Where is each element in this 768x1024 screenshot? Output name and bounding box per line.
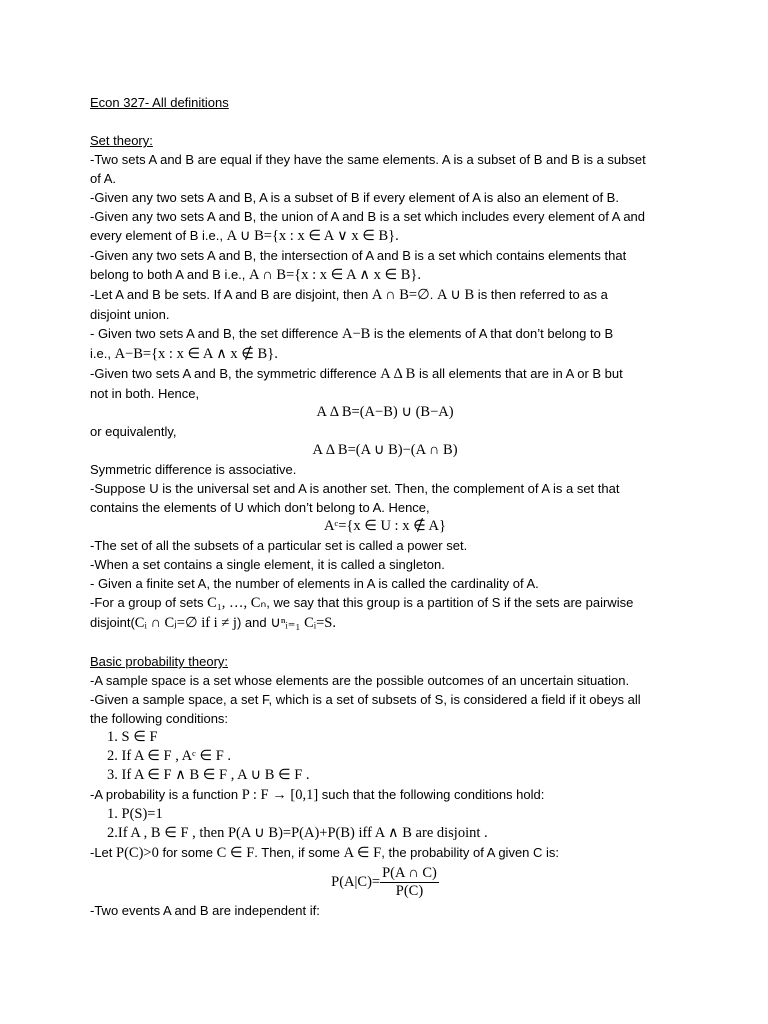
- text: . Then, if some: [254, 845, 344, 860]
- text-line: -When a set contains a single element, it is called a singleton.: [90, 557, 445, 572]
- text: , we say that this group is a partition of S if the sets are pairwise: [266, 595, 634, 610]
- equation-conditional-probability: [90, 863, 680, 901]
- text: i.e.,: [90, 346, 115, 361]
- text-line: [90, 613, 680, 633]
- fraction-numerator: P(A ∩ C): [382, 864, 437, 881]
- fraction: [380, 865, 439, 900]
- math-c-in-f: C ∈ F: [216, 845, 255, 861]
- text: .: [429, 287, 437, 302]
- text: , the probability of A given C is:: [381, 845, 560, 860]
- math-union-def: A ∪ B={x : x ∈ A ∨ x ∈ B}.: [226, 228, 399, 244]
- text-line: disjoint union.: [90, 307, 170, 322]
- math-partition-union: ∪ⁿᵢ₌₁ Cᵢ=S.: [270, 615, 336, 631]
- math-intersection-def: A ∩ B={x : x ∈ A ∧ x ∈ B}.: [249, 267, 421, 283]
- field-condition-2: 2. If A ∈ F , Aᶜ ∈ F .: [107, 748, 232, 764]
- document-page: [90, 93, 680, 920]
- text-line: [90, 843, 680, 863]
- text-line: [90, 265, 680, 285]
- text: belong to both A and B i.e.,: [90, 267, 250, 282]
- text-line: -Given any two sets A and B, the union of A and B is a set which includes every element of A and: [90, 209, 646, 224]
- math-probability-function: P : F → [0,1]: [241, 787, 319, 803]
- document-title: Econ 327- All definitions: [90, 95, 229, 110]
- text-line: [90, 324, 680, 344]
- text-line: - Given a finite set A, the number of elements in A is called the cardinality of A.: [90, 576, 539, 591]
- math-symdiff: A Δ B: [380, 366, 416, 382]
- math-a-in-f: A ∈ F: [343, 845, 382, 861]
- text-line: Symmetric difference is associative.: [90, 462, 297, 477]
- text-line: -A sample space is a set whose elements are the possible outcomes of an uncertain situation.: [90, 673, 630, 688]
- text: is the elements of A that don’t belong to B: [370, 326, 614, 341]
- math-disjoint: A ∩ B=∅: [371, 287, 430, 303]
- text: is then referred to as a: [474, 287, 608, 302]
- math-sets: C₁, …, Cₙ: [207, 595, 267, 611]
- math-pc-positive: P(C)>0: [116, 845, 159, 861]
- text: -Given two sets A and B, the symmetric difference: [90, 366, 381, 381]
- text: every element of B i.e.,: [90, 228, 227, 243]
- math-pairwise-disjoint: Cᵢ ∩ Cⱼ=∅ if i ≠ j: [134, 615, 237, 631]
- spacer: [90, 633, 680, 652]
- text-line: -Two sets A and B are equal if they have the same elements. A is a subset of B and B is a subset: [90, 152, 646, 167]
- equation-symdiff-1: A Δ B=(A−B) ∪ (B−A): [316, 404, 454, 420]
- field-condition-3: 3. If A ∈ F ∧ B ∈ F , A ∪ B ∈ F .: [107, 767, 310, 783]
- text: disjoint(: [90, 615, 135, 630]
- text-line: contains the elements of U which don’t belong to A. Hence,: [90, 500, 430, 515]
- text-line: -The set of all the subsets of a particular set is called a power set.: [90, 538, 468, 553]
- text-line: or equivalently,: [90, 424, 177, 439]
- probability-heading: Basic probability theory:: [90, 654, 229, 669]
- text: -Let A and B be sets. If A and B are disjoint, then: [90, 287, 372, 302]
- text: ) and: [236, 615, 271, 630]
- probability-condition-1: 1. P(S)=1: [107, 806, 163, 822]
- text-line: [90, 785, 680, 805]
- text-line: [90, 344, 680, 364]
- text-line: [90, 226, 680, 246]
- math-difference-def: A−B={x : x ∈ A ∧ x ∉ B}.: [114, 346, 278, 362]
- cond-lhs: P(A|C)=: [331, 873, 381, 890]
- probability-condition-2: 2.If A , B ∈ F , then P(A ∪ B)=P(A)+P(B) iff A ∧ B are disjoint .: [107, 825, 488, 841]
- text: -Let: [90, 845, 117, 860]
- text-line: -Given any two sets A and B, the intersection of A and B is a set which contains elements that: [90, 248, 627, 263]
- text: such that the following conditions hold:: [318, 787, 545, 802]
- text: -For a group of sets: [90, 595, 208, 610]
- field-condition-1: 1. S ∈ F: [107, 729, 158, 745]
- set-theory-heading: Set theory:: [90, 133, 153, 148]
- text: for some: [158, 845, 217, 860]
- equation-symdiff-2: A Δ B=(A ∪ B)−(A ∩ B): [312, 442, 458, 458]
- text-line: -Two events A and B are independent if:: [90, 903, 320, 918]
- text-line: [90, 285, 680, 305]
- text-line: not in both. Hence,: [90, 386, 200, 401]
- text: -A probability is a function: [90, 787, 242, 802]
- text-line: [90, 364, 680, 384]
- fraction-denominator: P(C): [395, 882, 424, 899]
- text-line: the following conditions:: [90, 711, 229, 726]
- math-difference: A−B: [341, 326, 371, 342]
- spacer: [90, 112, 680, 131]
- text-line: -Suppose U is the universal set and A is another set. Then, the complement of A is a set that: [90, 481, 620, 496]
- equation-complement: Aᶜ={x ∈ U : x ∉ A}: [324, 518, 446, 534]
- text: is all elements that are in A or B but: [415, 366, 623, 381]
- text-line: -Given any two sets A and B, A is a subset of B if every element of A is also an element of B.: [90, 190, 619, 205]
- text-line: -Given a sample space, a set F, which is a set of subsets of S, is considered a field if it obeys all: [90, 692, 641, 707]
- text: - Given two sets A and B, the set difference: [90, 326, 342, 341]
- text-line: of A.: [90, 171, 117, 186]
- math-union: A ∪ B: [436, 287, 475, 303]
- text-line: [90, 593, 680, 613]
